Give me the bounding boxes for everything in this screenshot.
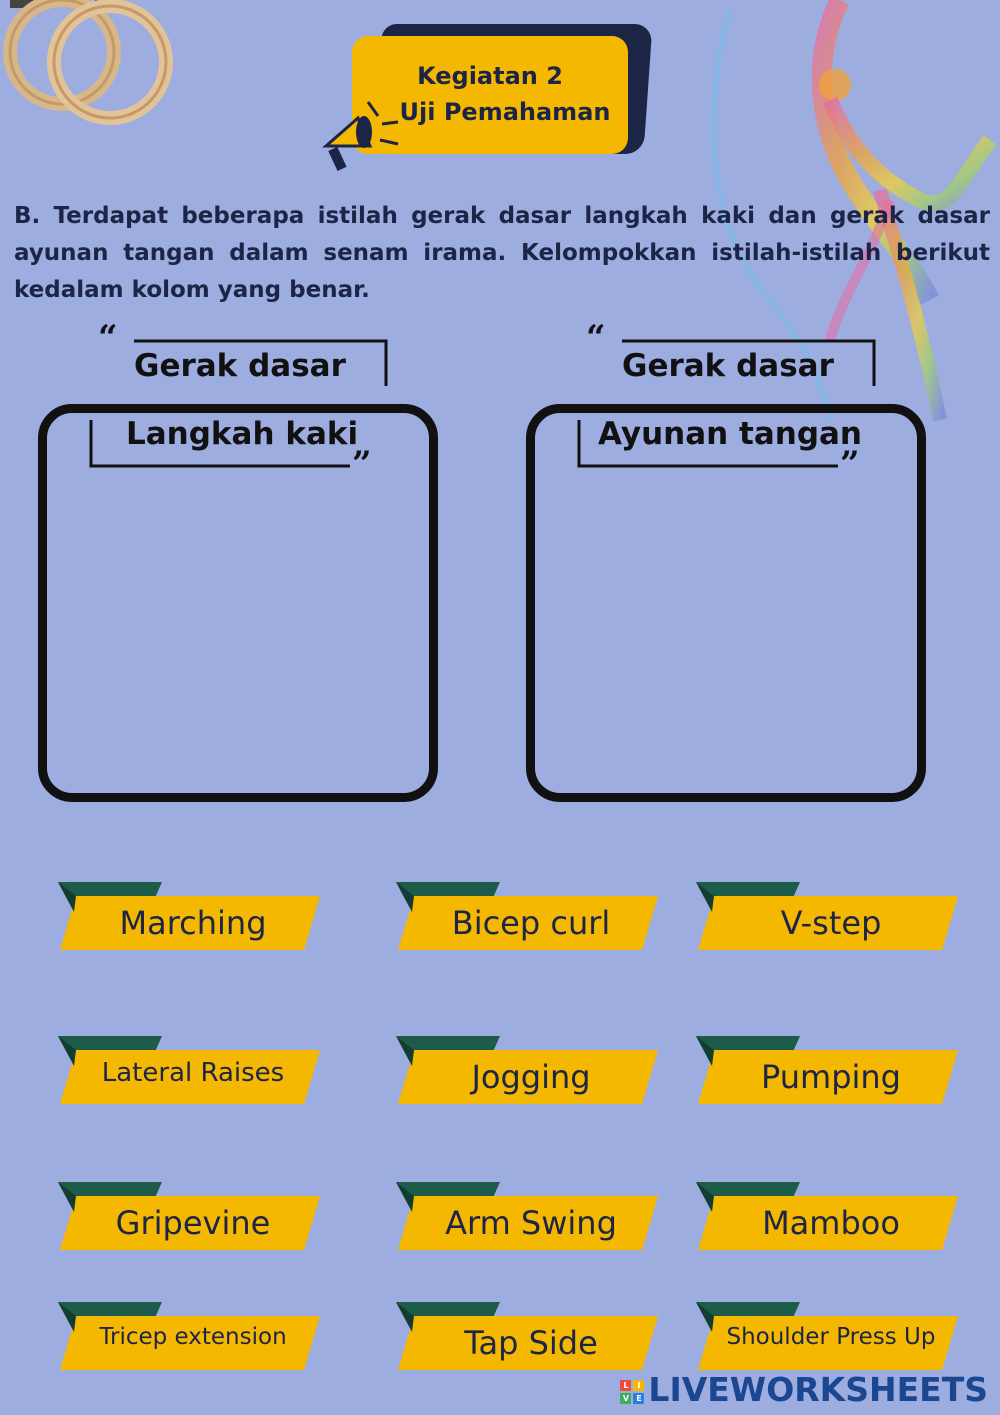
term-chip-label: Marching — [119, 904, 267, 942]
term-chip-marching[interactable] — [58, 882, 328, 962]
term-chip-gripevine[interactable] — [58, 1182, 328, 1262]
close-quote-mark: ” — [840, 444, 860, 484]
column-heading-left: Gerak dasar — [134, 348, 346, 384]
term-chip-pumping[interactable] — [696, 1036, 966, 1116]
column-subheading-left: Langkah kaki — [126, 416, 359, 452]
term-chip-v-step[interactable] — [696, 882, 966, 962]
column-subheading-right: Ayunan tangan — [598, 416, 862, 452]
term-chip-jogging[interactable] — [396, 1036, 666, 1116]
term-chip-label: Jogging — [471, 1058, 591, 1096]
term-chip-label: Tricep extension — [99, 1324, 287, 1350]
term-chip-label: Pumping — [761, 1058, 901, 1096]
term-chip-label: Arm Swing — [445, 1204, 617, 1242]
term-chip-label: Shoulder Press Up — [726, 1324, 936, 1350]
open-quote-mark: “ — [98, 318, 118, 358]
term-chip-tricep-extension[interactable] — [58, 1302, 328, 1382]
activity-title: Kegiatan 2 — [417, 62, 563, 90]
term-chip-mamboo[interactable] — [696, 1182, 966, 1262]
term-chip-label: V-step — [780, 904, 882, 942]
term-chip-label: Bicep curl — [451, 904, 611, 942]
instruction-text: B. Terdapat beberapa istilah gerak dasar langkah kaki dan gerak dasar ayunan tangan dalam senam irama. Kelompokkan istilah-istilah berikut kedalam kolom yang benar. — [14, 203, 990, 303]
liveworksheets-mark-icon: L I V E — [620, 1380, 644, 1404]
term-chip-label: Lateral Raises — [101, 1058, 285, 1088]
liveworksheets-logo-text: LIVEWORKSHEETS — [648, 1370, 988, 1409]
term-chip-label: Mamboo — [762, 1204, 900, 1242]
activity-subtitle: Uji Pemahaman — [399, 98, 611, 126]
open-quote-mark: “ — [586, 318, 606, 358]
column-heading-right: Gerak dasar — [622, 348, 834, 384]
term-chip-label: Gripevine — [115, 1204, 271, 1242]
term-chip-arm-swing[interactable] — [396, 1182, 666, 1262]
megaphone-icon — [318, 98, 408, 178]
close-quote-mark: ” — [352, 444, 372, 484]
term-chip-label: Tap Side — [464, 1324, 598, 1362]
term-chip-bicep-curl[interactable] — [396, 882, 666, 962]
gymnastic-rings-icon — [0, 0, 190, 135]
term-chip-lateral-raises[interactable] — [58, 1036, 328, 1116]
liveworksheets-logo — [620, 1370, 988, 1409]
